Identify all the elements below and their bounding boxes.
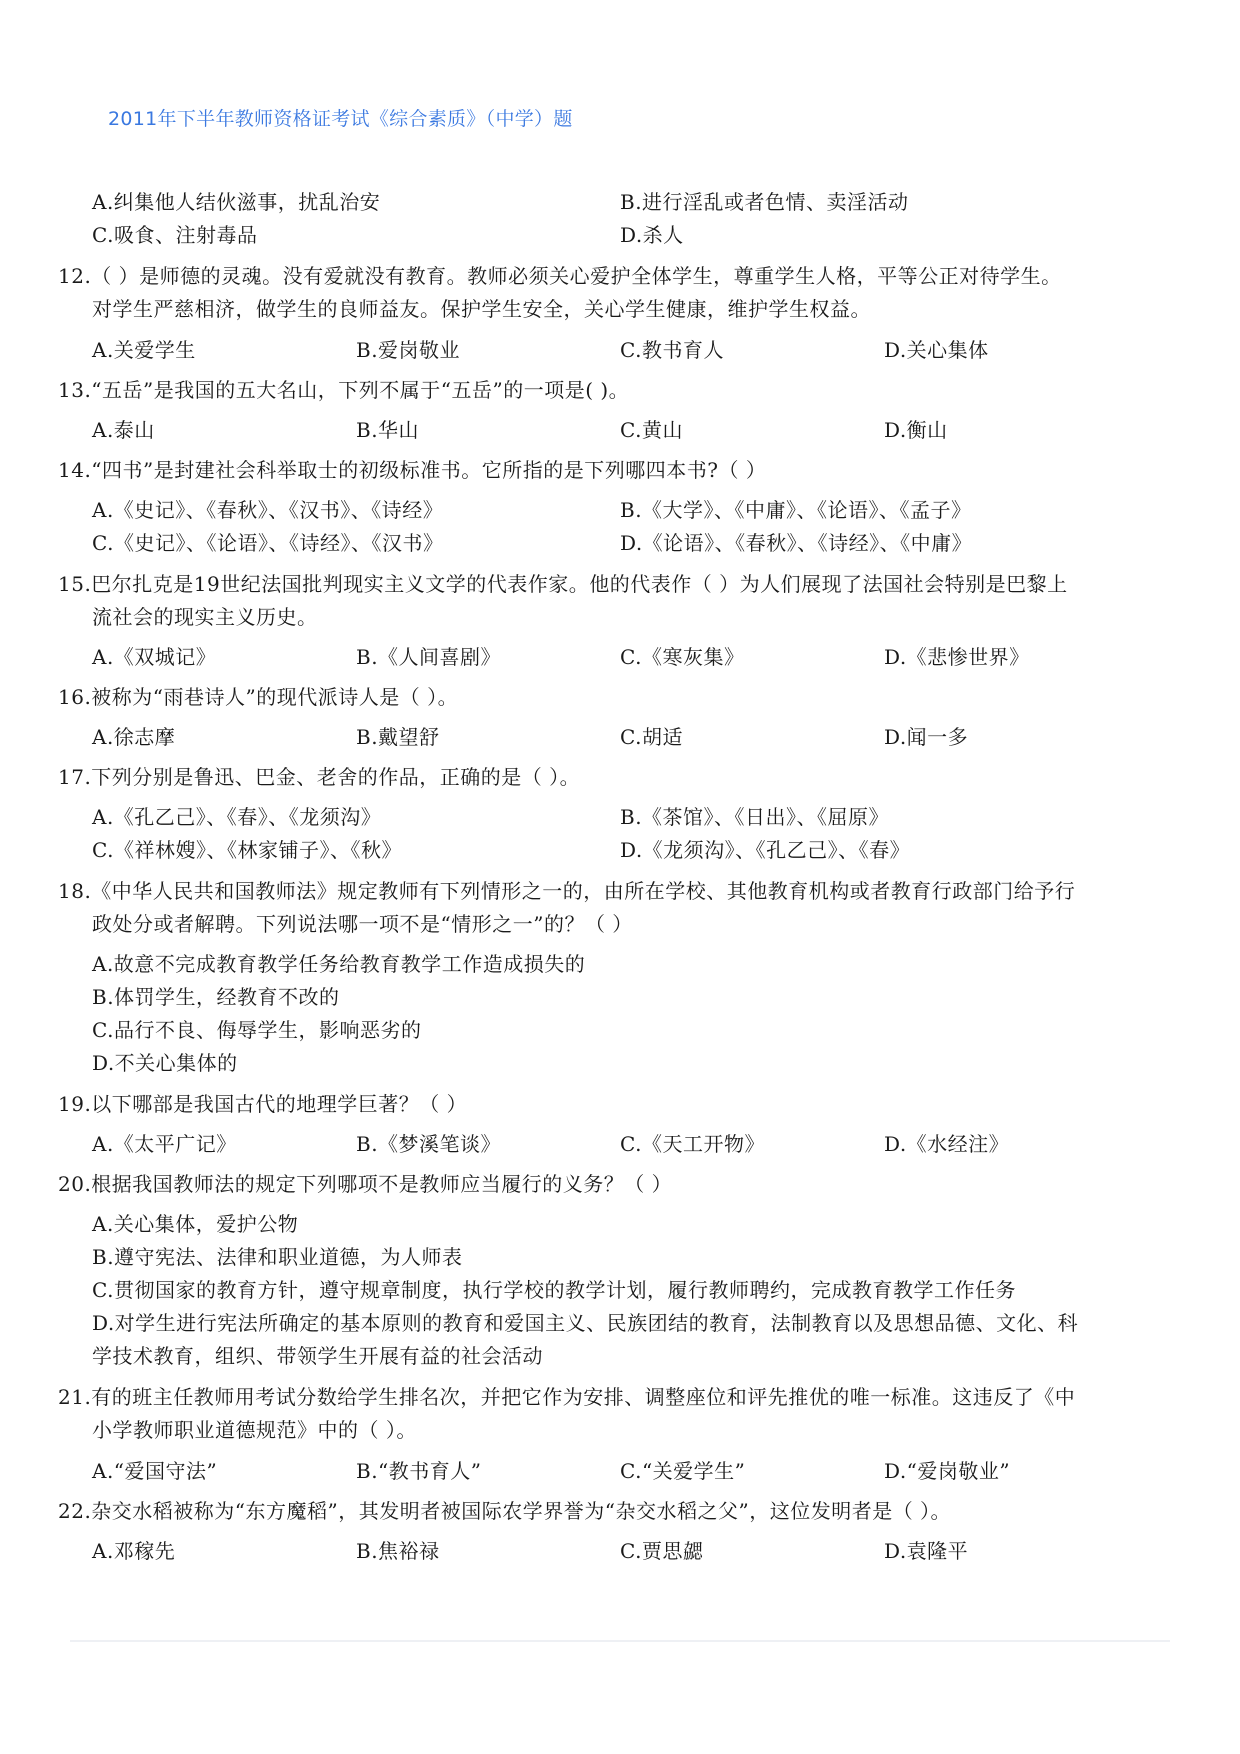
q22-option-d: D.袁隆平: [884, 1539, 969, 1563]
q22-option-b: B.焦裕禄: [356, 1539, 440, 1563]
question-19-stem: 19.以下哪部是我国古代的地理学巨著？（ ）: [58, 1092, 468, 1116]
question-18-stem-cont: 政处分或者解聘。下列说法哪一项不是“情形之一”的？（ ）: [92, 912, 633, 936]
q19-option-b: B.《梦溪笔谈》: [356, 1132, 502, 1156]
q17-option-d: D.《龙须沟》、《孔乙己》、《春》: [620, 838, 911, 862]
q21-option-c: C.“关爱学生”: [620, 1459, 746, 1483]
q16-option-b: B.戴望舒: [356, 725, 440, 749]
q15-option-c: C.《寒灰集》: [620, 645, 745, 669]
q13-option-d: D.衡山: [884, 418, 948, 442]
q15-option-b: B.《人间喜剧》: [356, 645, 502, 669]
q13-option-a: A.泰山: [92, 418, 155, 442]
q21-option-a: A.“爱国守法”: [92, 1459, 218, 1483]
q18-option-c: C.品行不良、侮辱学生，影响恶劣的: [92, 1018, 422, 1042]
question-21-stem: 21.有的班主任教师用考试分数给学生排名次，并把它作为安排、调整座位和评先推优的唯一标准。这违反了《中: [58, 1385, 1076, 1409]
question-18-stem: 18.《中华人民共和国教师法》规定教师有下列情形之一的，由所在学校、其他教育机构或者教育行政部门给予行: [58, 879, 1076, 903]
q13-option-c: C.黄山: [620, 418, 683, 442]
question-15-stem: 15.巴尔扎克是19世纪法国批判现实主义文学的代表作家。他的代表作（ ）为人们展现了法国社会特别是巴黎上: [58, 572, 1068, 596]
q14-option-d: D.《论语》、《春秋》、《诗经》、《中庸》: [620, 531, 973, 555]
q14-option-c: C.《史记》、《论语》、《诗经》、《汉书》: [92, 531, 444, 555]
question-12-stem-cont: 对学生严慈相济，做学生的良师益友。保护学生安全，关心学生健康，维护学生权益。: [92, 297, 871, 321]
q20-option-d: D.对学生进行宪法所确定的基本原则的教育和爱国主义、民族团结的教育，法制教育以及思想品德、文化、科: [92, 1311, 1079, 1335]
q18-option-d: D.不关心集体的: [92, 1051, 238, 1075]
q22-option-a: A.邓稼先: [92, 1539, 176, 1563]
q21-option-d: D.“爱岗敬业”: [884, 1459, 1011, 1483]
q16-option-a: A.徐志摩: [92, 725, 176, 749]
question-12-stem: 12.（ ）是师德的灵魂。没有爱就没有教育。教师必须关心爱护全体学生，尊重学生人格，平等公正对待学生。: [58, 264, 1062, 288]
q21-option-b: B.“教书育人”: [356, 1459, 482, 1483]
q22-option-c: C.贾思勰: [620, 1539, 704, 1563]
q11-option-d: D.杀人: [620, 223, 684, 247]
q15-option-a: A.《双城记》: [92, 645, 217, 669]
q18-option-a: A.故意不完成教育教学任务给教育教学工作造成损失的: [92, 952, 586, 976]
question-13-stem: 13.“五岳”是我国的五大名山，下列不属于“五岳”的一项是( )。: [58, 378, 630, 402]
question-17-stem: 17.下列分别是鲁迅、巴金、老舍的作品，正确的是（ ）。: [58, 765, 581, 789]
q20-option-d-cont: 学技术教育，组织、带领学生开展有益的社会活动: [92, 1344, 543, 1368]
q15-option-d: D.《悲惨世界》: [884, 645, 1030, 669]
question-21-stem-cont: 小学教师职业道德规范》中的（ ）。: [92, 1418, 417, 1442]
q12-option-b: B.爱岗敬业: [356, 338, 461, 362]
page-title: 2011年下半年教师资格证考试《综合素质》（中学）题: [108, 108, 573, 130]
question-16-stem: 16.被称为“雨巷诗人”的现代派诗人是（ ）。: [58, 685, 459, 709]
question-15-stem-cont: 流社会的现实主义历史。: [92, 605, 318, 629]
q20-option-a: A.关心集体，爱护公物: [92, 1212, 299, 1236]
q14-option-a: A.《史记》、《春秋》、《汉书》、《诗经》: [92, 498, 444, 522]
q13-option-b: B.华山: [356, 418, 420, 442]
q14-option-b: B.《大学》、《中庸》、《论语》、《孟子》: [620, 498, 972, 522]
footer-divider: [70, 1640, 1170, 1642]
q17-option-c: C.《祥林嫂》、《林家铺子》、《秋》: [92, 838, 402, 862]
q18-option-b: B.体罚学生，经教育不改的: [92, 985, 340, 1009]
question-20-stem: 20.根据我国教师法的规定下列哪项不是教师应当履行的义务？（ ）: [58, 1172, 673, 1196]
q16-option-d: D.闻一多: [884, 725, 969, 749]
q20-option-c: C.贯彻国家的教育方针，遵守规章制度，执行学校的教学计划，履行教师聘约，完成教育教学工作任务: [92, 1278, 1016, 1302]
q11-option-b: B.进行淫乱或者色情、卖淫活动: [620, 190, 909, 214]
question-14-stem: 14.“四书”是封建社会科举取士的初级标准书。它所指的是下列哪四本书?（ ）: [58, 458, 767, 482]
q17-option-b: B.《茶馆》、《日出》、《屈原》: [620, 805, 890, 829]
q19-option-c: C.《天工开物》: [620, 1132, 765, 1156]
q12-option-a: A.关爱学生: [92, 338, 196, 362]
q16-option-c: C.胡适: [620, 725, 683, 749]
q19-option-d: D.《水经注》: [884, 1132, 1010, 1156]
q12-option-d: D.关心集体: [884, 338, 989, 362]
q20-option-b: B.遵守宪法、法律和职业道德，为人师表: [92, 1245, 463, 1269]
q17-option-a: A.《孔乙己》、《春》、《龙须沟》: [92, 805, 382, 829]
q11-option-c: C.吸食、注射毒品: [92, 223, 258, 247]
q12-option-c: C.教书育人: [620, 338, 724, 362]
q19-option-a: A.《太平广记》: [92, 1132, 237, 1156]
question-22-stem: 22.杂交水稻被称为“东方魔稻”，其发明者被国际农学界誉为“杂交水稻之父”，这位发明者是（ ）。: [58, 1499, 952, 1523]
q11-option-a: A.纠集他人结伙滋事，扰乱治安: [92, 190, 381, 214]
